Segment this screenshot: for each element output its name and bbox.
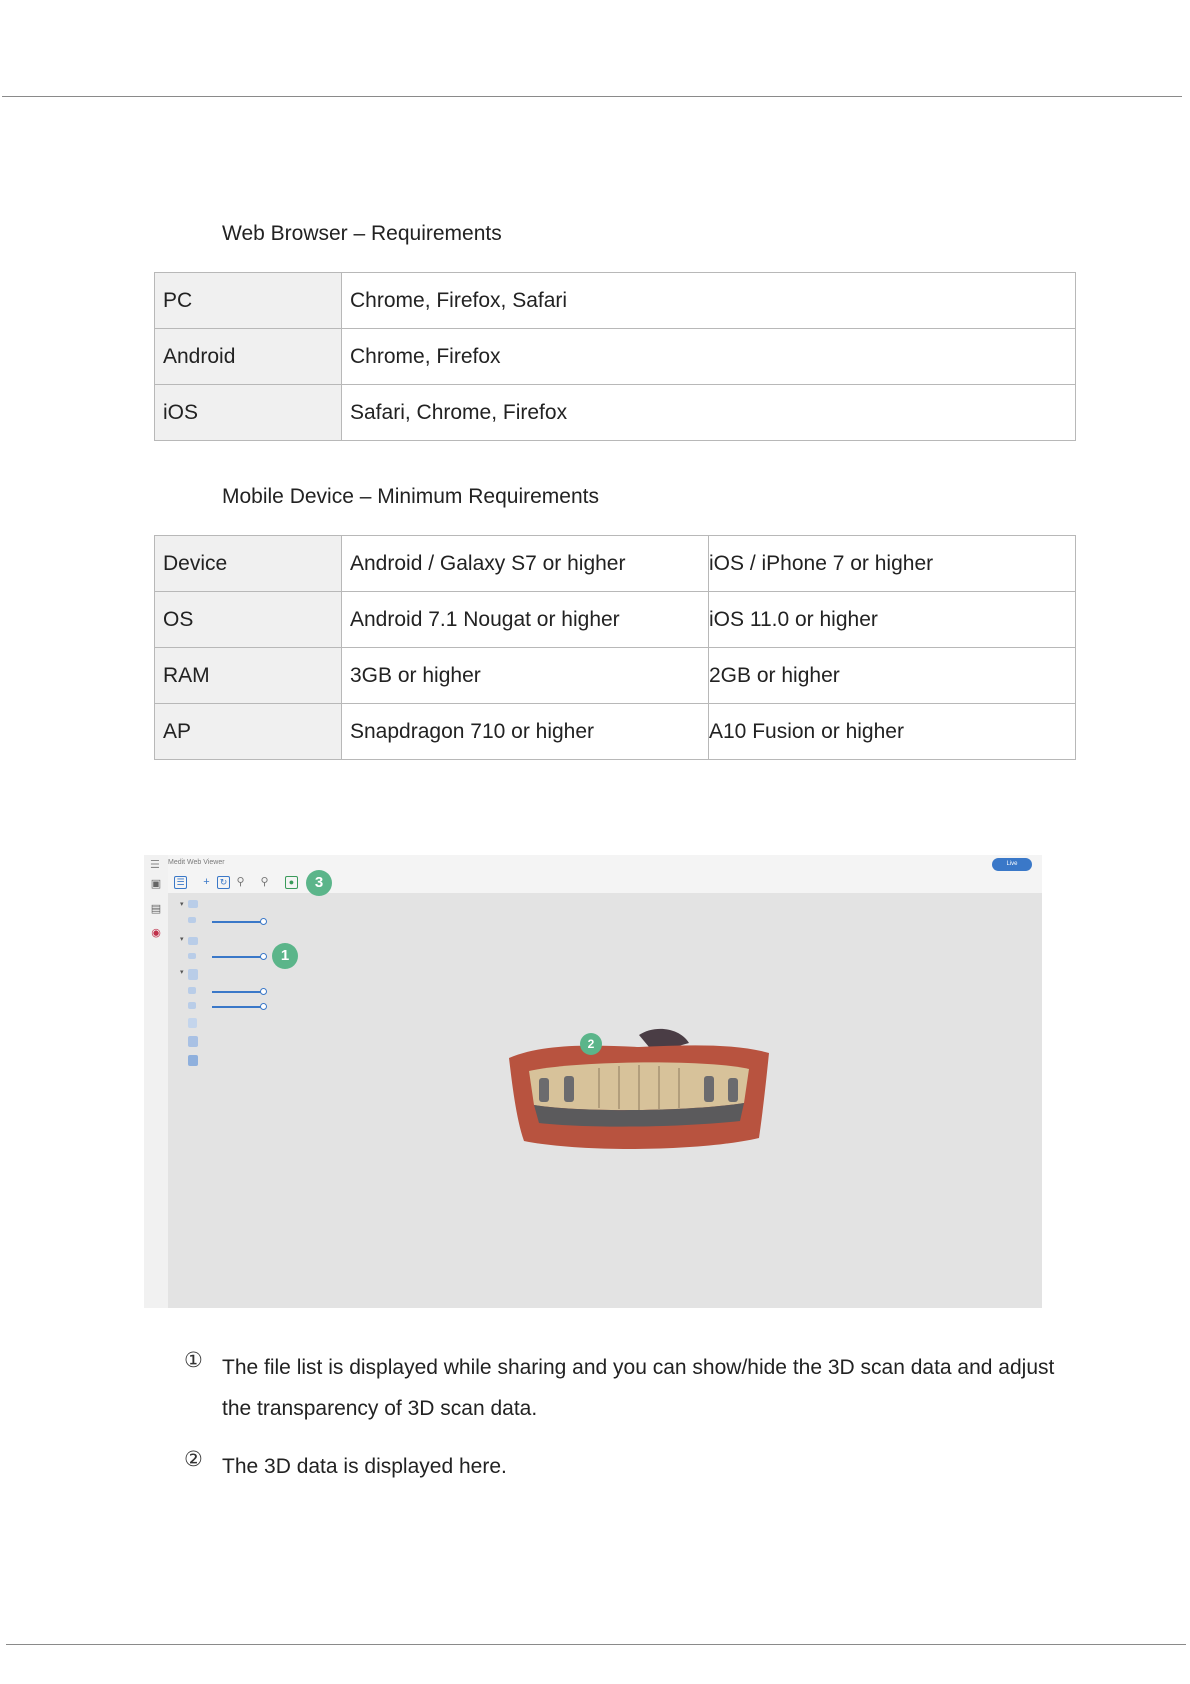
viewer-title-bar (144, 855, 1042, 875)
spec-cell: AP (155, 704, 342, 760)
viewer-left-rail (144, 855, 168, 1308)
android-cell: Android 7.1 Nougat or higher (342, 592, 709, 648)
web-browser-title: Web Browser – Requirements (222, 222, 502, 245)
platform-cell: PC (155, 273, 342, 329)
web-browser-table (154, 272, 1076, 441)
platform-cell: Android (155, 329, 342, 385)
callout-badge-1: 1 (272, 943, 298, 969)
mobile-device-title: Mobile Device – Minimum Requirements (222, 485, 599, 508)
table-row (155, 704, 1076, 760)
rotate-icon[interactable]: ↻ (217, 876, 230, 889)
web-viewer-screenshot (144, 855, 1042, 1308)
ios-cell: A10 Fusion or higher (709, 704, 1076, 760)
platform-cell: iOS (155, 385, 342, 441)
spec-cell: RAM (155, 648, 342, 704)
transparency-slider[interactable] (212, 1006, 264, 1008)
callout-badge-3: 3 (306, 870, 332, 896)
table-row (155, 648, 1076, 704)
headset-icon[interactable]: ◉ (151, 927, 161, 939)
notes-icon[interactable]: ▤ (150, 903, 162, 915)
transparency-slider[interactable] (212, 921, 264, 923)
ios-cell: 2GB or higher (709, 648, 1076, 704)
model-icon[interactable] (188, 1055, 198, 1066)
android-cell: Android / Galaxy S7 or higher (342, 536, 709, 592)
zoom-in-icon[interactable]: ⚲ (236, 876, 245, 888)
caption-text: The 3D data is displayed here. (222, 1455, 507, 1478)
color-map-icon[interactable]: ● (285, 876, 298, 889)
scan-file-icon[interactable] (188, 1002, 196, 1009)
transparency-slider[interactable] (212, 991, 264, 993)
caption-marker: ② (184, 1448, 203, 1471)
tooth-icon[interactable] (188, 1036, 198, 1047)
spec-cell: OS (155, 592, 342, 648)
browsers-cell: Chrome, Firefox (342, 329, 1076, 385)
spec-cell: Device (155, 536, 342, 592)
expand-caret-icon[interactable]: ▾ (180, 936, 184, 943)
scan-file-icon[interactable] (188, 987, 196, 994)
android-cell: 3GB or higher (342, 648, 709, 704)
table-row (155, 592, 1076, 648)
live-share-button[interactable]: Live (992, 858, 1032, 871)
face-scan-icon[interactable] (188, 1018, 197, 1028)
footer-rule (6, 1644, 1186, 1645)
caption-text: The file list is displayed while sharing and you can show/hide the 3D scan data and adjust the transparency of 3D scan data. (222, 1356, 1055, 1420)
viewer-app-title: Medit Web Viewer (168, 859, 225, 866)
table-row (155, 329, 1076, 385)
android-cell: Snapdragon 710 or higher (342, 704, 709, 760)
caption-marker: ① (184, 1349, 203, 1372)
hamburger-menu-icon[interactable]: ☰ (150, 859, 160, 871)
zoom-fit-icon[interactable]: ⚲ (260, 876, 269, 888)
transparency-slider[interactable] (212, 956, 264, 958)
table-row (155, 536, 1076, 592)
file-list-icon[interactable]: ☰ (174, 876, 187, 889)
scan-file-icon[interactable] (188, 917, 196, 923)
expand-caret-icon[interactable]: ▾ (180, 901, 184, 908)
ios-cell: iOS 11.0 or higher (709, 592, 1076, 648)
header-rule (2, 96, 1182, 97)
lower-jaw-icon[interactable] (188, 937, 198, 945)
table-row (155, 385, 1076, 441)
occlusion-icon[interactable] (188, 969, 198, 980)
scan-file-icon[interactable] (188, 953, 196, 959)
browsers-cell: Safari, Chrome, Firefox (342, 385, 1076, 441)
browsers-cell: Chrome, Firefox, Safari (342, 273, 1076, 329)
viewer-toolbar (168, 875, 1042, 893)
callout-badge-2: 2 (580, 1033, 602, 1055)
expand-caret-icon[interactable]: ▾ (180, 969, 184, 976)
upper-jaw-icon[interactable] (188, 900, 198, 908)
ios-cell: iOS / iPhone 7 or higher (709, 536, 1076, 592)
table-row (155, 273, 1076, 329)
chat-icon[interactable]: ▣ (150, 878, 162, 890)
pan-icon[interactable]: + (203, 876, 210, 888)
dental-scan-3d[interactable] (504, 1023, 774, 1163)
mobile-device-table (154, 535, 1076, 760)
